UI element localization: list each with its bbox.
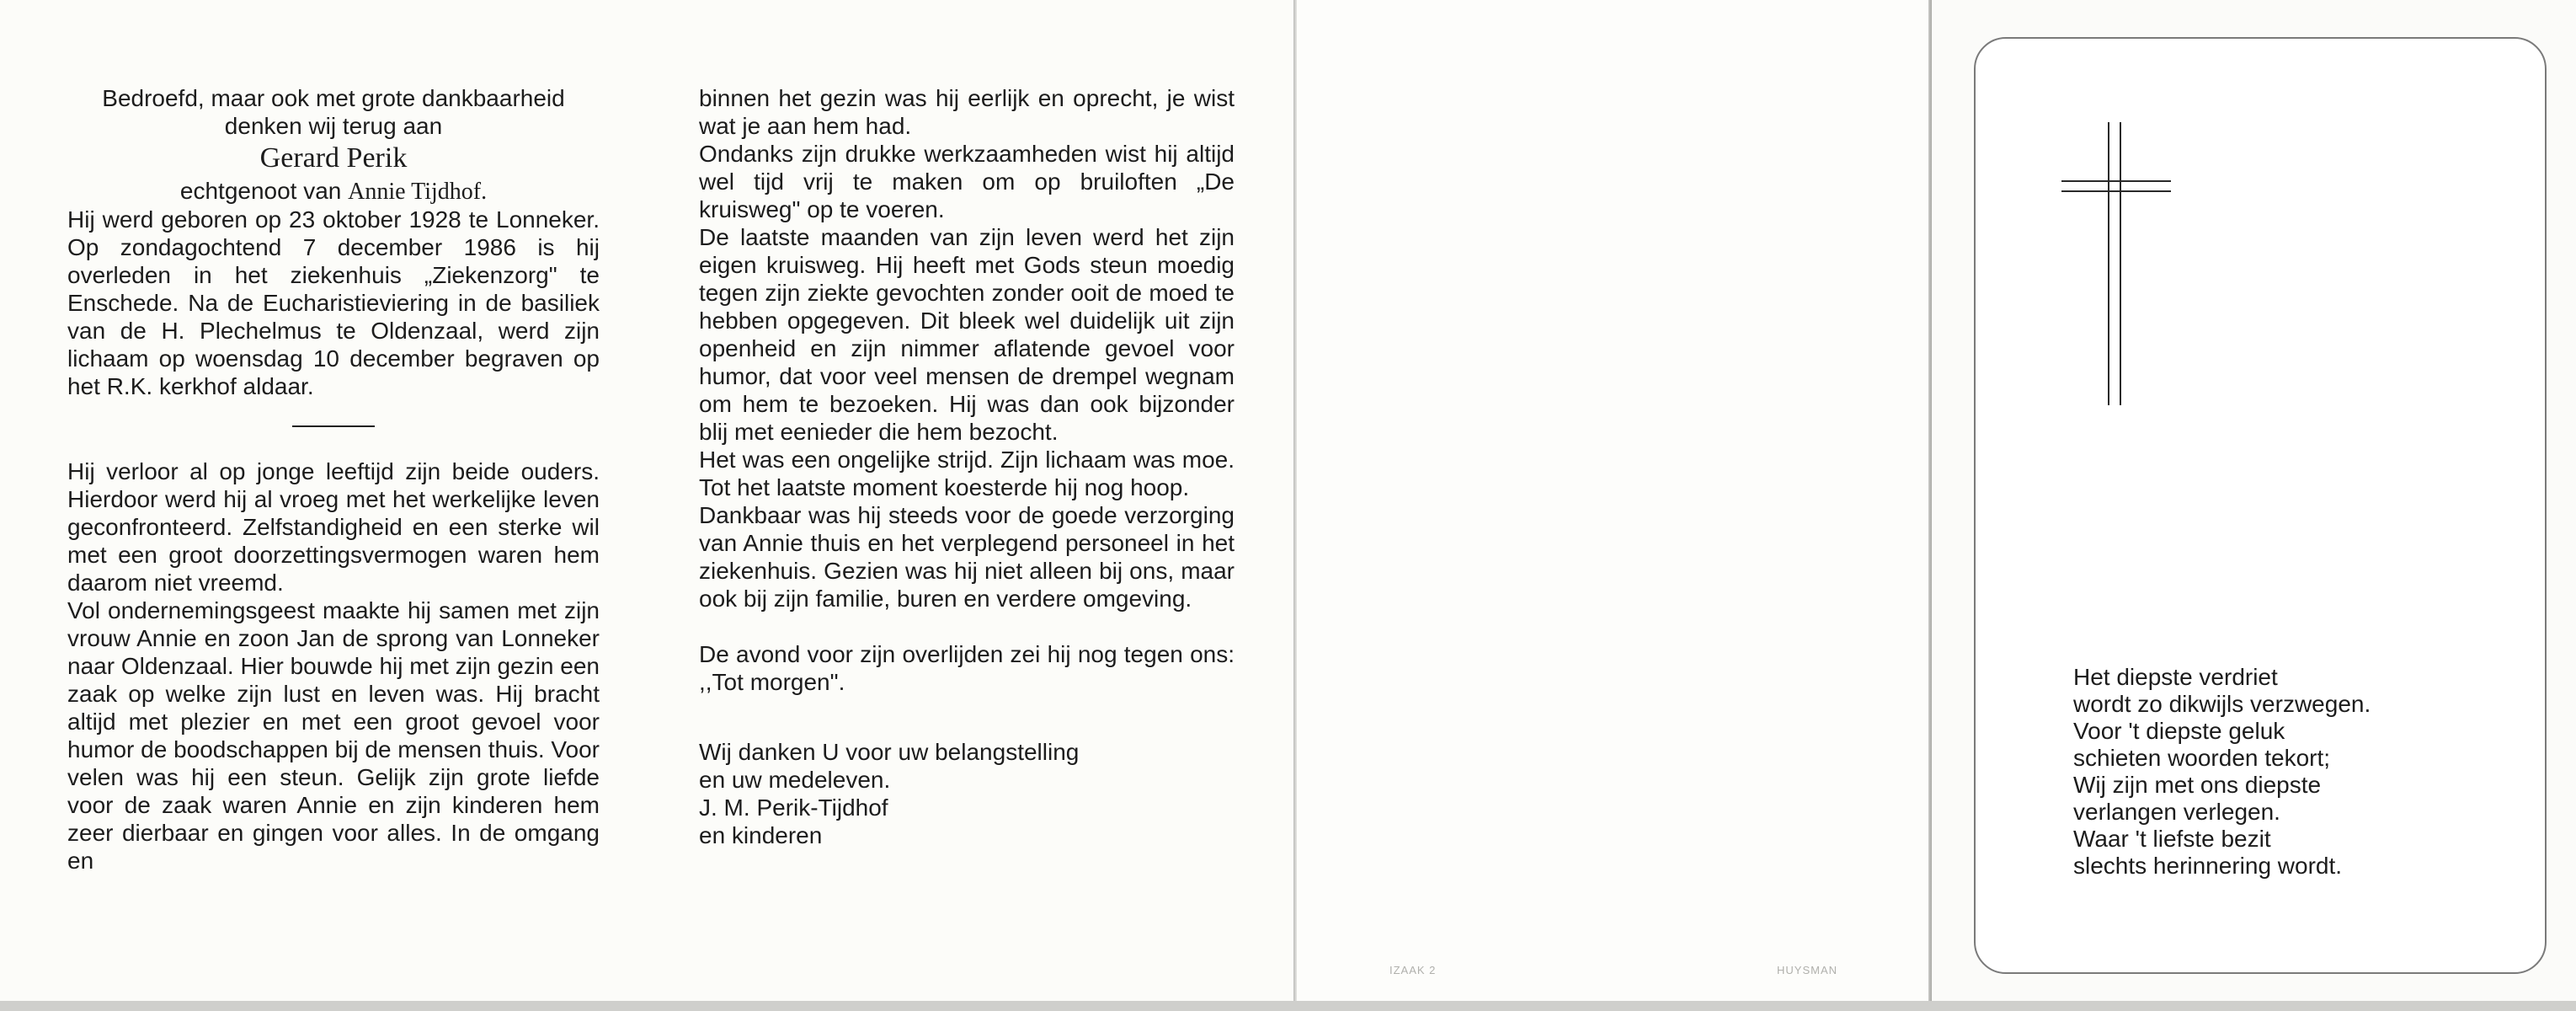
cross-icon (2061, 122, 2171, 405)
spacer (699, 696, 1235, 738)
poem-line: Voor 't diepste geluk (2073, 718, 2285, 744)
life-paragraph-2: Vol ondernemingsgeest maakte hij samen met zijn vrouw Annie en zoon Jan de sprong van Lonneker naar Oldenzaal. Hier bouwde hij met zijn gezin een zaak op welke zijn lust en leven was. Hij bracht altijd met plezier en met een groot gevoel voor humor de boodschappen bij de mensen thuis. Voor velen was hij een steun. Gelijk zijn grote liefde voor de zaak waren Annie en zijn kinderen hem zeer dierbaar en gingen voor alles. In de omgang en (67, 597, 600, 874)
poem-line: Het diepste verdriet (2073, 664, 2278, 690)
poem-line: Wij zijn met ons diepste (2073, 772, 2322, 798)
last-words-paragraph: De avond voor zijn overlijden zei hij nog tegen ons: ,,Tot morgen". (699, 641, 1235, 695)
section-divider (292, 425, 375, 427)
life-paragraph-6: Het was een ongelijke strijd. Zijn lichaam was moe. Tot het laatste moment koesterde hij nog hoop. (699, 447, 1235, 500)
deceased-name: Gerard Perik (259, 142, 408, 174)
poem-line: Waar 't liefste bezit (2073, 826, 2271, 852)
poem-line: schieten woorden tekort; (2073, 745, 2331, 771)
memorial-poem (2073, 664, 2477, 880)
spouse-prefix: echtgenoot van (179, 178, 342, 204)
printer-mark-left: IZAAK 2 (1389, 964, 1437, 976)
life-paragraph-4: Ondanks zijn drukke werkzaamheden wist hij altijd wel tijd vrij te maken om op bruiloften „De kruisweg" op te voeren. (699, 141, 1235, 222)
life-paragraph-5: De laatste maanden van zijn leven werd het zijn eigen kruisweg. Hij heeft met Gods steun moedig tegen zijn ziekte gevochten zonder ooit de moed te hebben opgegeven. Dit bleek wel duidelijk uit zijn openheid en zijn nimmer aflatende gevoel voor humor, dat voor veel mensen de drempel wegnam om hem te bezoeken. Hij was dan ook bijzonder blij met eenieder die hem bezocht. (699, 224, 1235, 445)
life-paragraph-3: binnen het gezin was hij eerlijk en oprecht, je wist wat je aan hem had. (699, 85, 1235, 139)
poem-line: verlangen verlegen. (2073, 799, 2280, 825)
blank-back-page (1297, 0, 1930, 1011)
biography-paragraph: Hij werd geboren op 23 oktober 1928 te Lonneker. Op zondagochtend 7 december 1986 is hij overleden in het ziekenhuis „Ziekenzorg" te Enschede. Na de Eucharistieviering in de basiliek van de H. Plechelmus te Oldenzaal, werd zijn lichaam op woensdag 10 december begraven op het R.K. kerkhof aldaar. (67, 206, 600, 399)
spouse-line (67, 177, 600, 206)
scan-bottom-edge (0, 1001, 2576, 1011)
spacer (699, 612, 1235, 640)
thanks-line-2: en uw medeleven. (699, 767, 891, 793)
text-column-left (67, 84, 600, 875)
printer-mark-right: HUYSMAN (1777, 964, 1838, 976)
spouse-name: Annie Tijdhof. (348, 179, 488, 205)
thanks-line-1: Wij danken U voor uw belangstelling (699, 739, 1080, 765)
life-paragraph-1: Hij verloor al op jonge leeftijd zijn beide ouders. Hierdoor werd hij al vroeg met het werkelijke leven geconfronteerd. Zelfstandigheid en een sterke wil met een groot doorzettingsvermogen waren hem daarom niet vreemd. (67, 458, 600, 596)
poem-line: slechts herinnering wordt. (2073, 853, 2343, 879)
text-column-right (699, 84, 1235, 849)
life-paragraph-7: Dankbaar was hij steeds voor de goede verzorging van Annie thuis en het verplegend personeel in het ziekenhuis. Gezien was hij niet alleen bij ons, maar ook bij zijn familie, buren en verdere omgeving. (699, 502, 1235, 612)
signature-name: J. M. Perik-Tijdhof (699, 794, 888, 821)
signature-family: en kinderen (699, 822, 823, 848)
poem-line: wordt zo dikwijls verzwegen. (2073, 691, 2371, 717)
intro-text: Bedroefd, maar ook met grote dankbaarheid denken wij terug aan (102, 85, 565, 139)
